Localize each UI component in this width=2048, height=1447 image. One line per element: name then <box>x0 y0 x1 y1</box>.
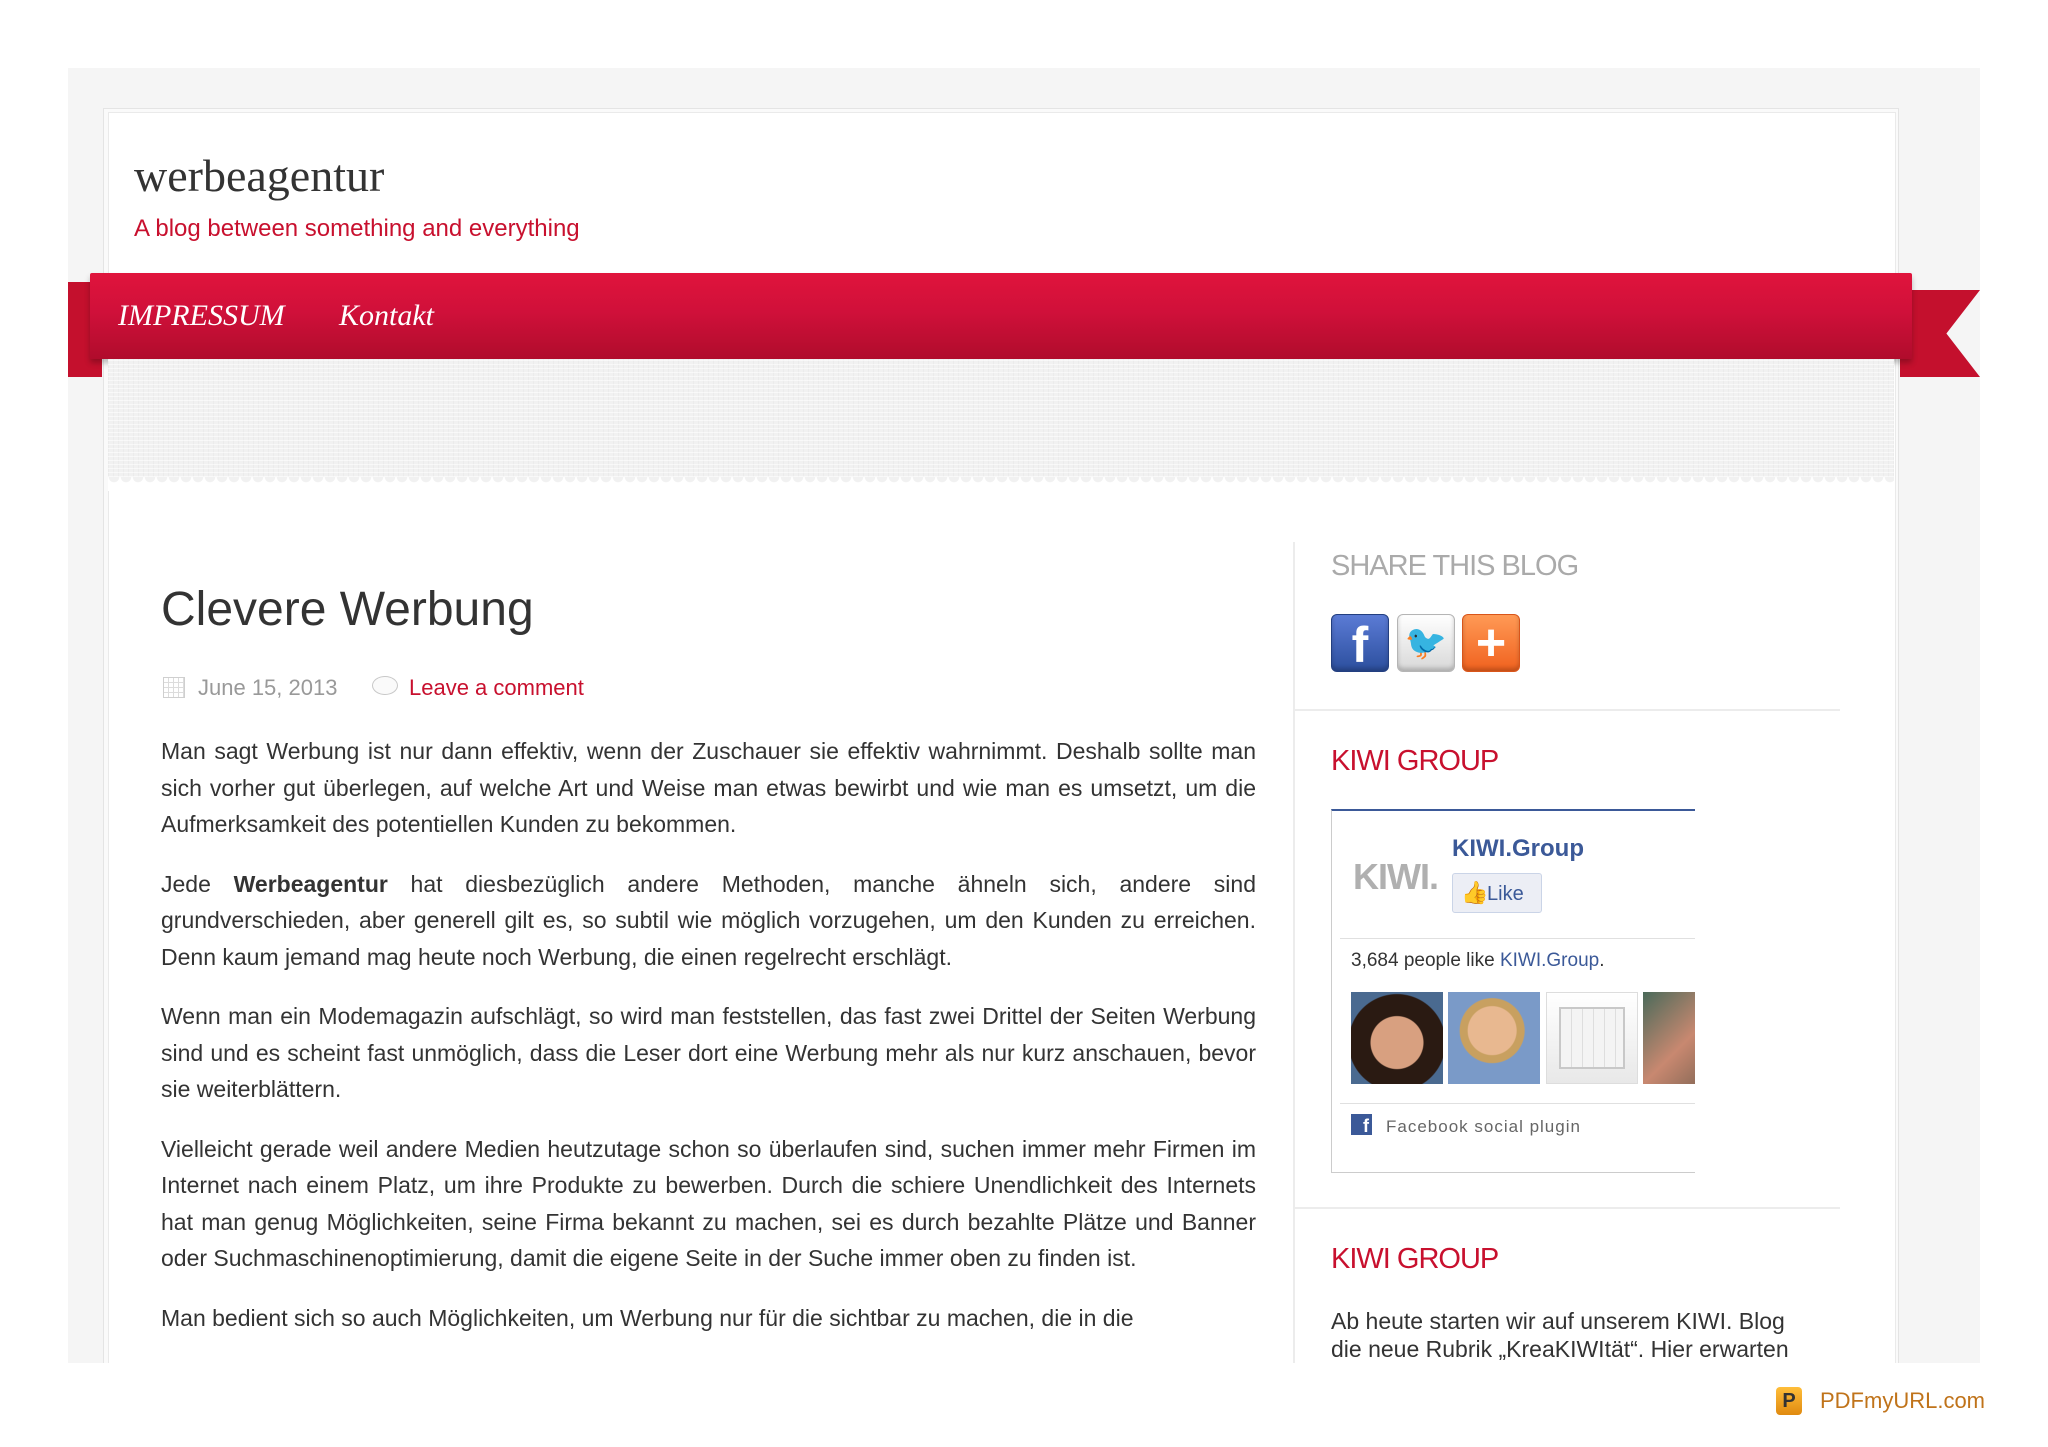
kiwi-text-line: Ab heute starten wir auf unserem KIWI. Blog <box>1331 1308 1785 1334</box>
widget-separator <box>1295 1207 1840 1209</box>
facebook-share-button[interactable] <box>1331 614 1389 672</box>
garage-door-image <box>1559 1007 1625 1069</box>
facebook-icon: f <box>1351 617 1369 673</box>
nav-item-impressum[interactable]: IMPRESSUM <box>118 299 285 332</box>
fb-page-name-link[interactable]: KIWI.Group <box>1452 835 1584 862</box>
comment-icon <box>372 676 398 695</box>
kiwi-group-text <box>1331 1307 1831 1363</box>
pdfmyurl-link[interactable]: PDFmyURL.com <box>1820 1388 1986 1413</box>
keyword-werbeagentur: Werbeagentur <box>233 870 388 897</box>
pdfmyurl-logo-icon[interactable]: P <box>1776 1387 1802 1415</box>
post-date: June 15, 2013 <box>198 675 338 700</box>
fb-likes-period: . <box>1599 950 1605 971</box>
post-paragraph <box>161 866 1256 976</box>
post-title[interactable]: Clevere Werbung <box>161 583 534 636</box>
twitter-icon: 🐦 <box>1404 624 1448 662</box>
kiwi-text-line: die neue Rubrik „KreaKIWItät“. Hier erwarten <box>1331 1336 1789 1362</box>
fan-avatar[interactable] <box>1546 992 1638 1084</box>
fan-avatar[interactable] <box>1643 992 1695 1084</box>
share-widget-title: SHARE THIS BLOG <box>1331 550 1579 582</box>
post-paragraph: Vielleicht gerade weil andere Medien heutzutage schon so überlaufen sind, suchen immer mehr Firmen im Internet nach einem Platz, um ihre Produkte zu bewerben. Durch die schiere Unendlichkeit des Internets hat man genug Möglichkeiten, seine Firma bekannt zu machen, sei es durch bezahlte Plätze und Banner oder Suchmaschinenoptimierung, damit die eigene Seite in der Suche immer oben zu finden ist. <box>161 1135 1256 1271</box>
thumbs-up-icon: 👍 <box>1461 880 1489 905</box>
more-share-button[interactable] <box>1462 614 1520 672</box>
paragraph-lead: Jede <box>161 870 234 897</box>
kiwi-group-widget-title: KIWI GROUP <box>1331 745 1499 777</box>
facebook-like-box <box>1331 809 1695 1173</box>
fb-like-label: Like <box>1487 883 1524 905</box>
fb-divider <box>1340 1103 1695 1104</box>
linen-header-band <box>108 359 1894 489</box>
post-paragraph: Wenn man ein Modemagazin aufschlägt, so wird man feststellen, das fast zwei Drittel der Seiten Werbung sind und es scheint fast unmöglich, dass die Leser dort eine Werbung mehr als nur kurz anschauen, bevor sie weiterblättern. <box>161 1003 1256 1102</box>
kiwi-logo[interactable]: KIWI. <box>1353 856 1438 897</box>
twitter-share-button[interactable] <box>1397 614 1455 672</box>
paragraph-rest: hat diesbezüglich andere Methoden, manche ähneln sich, andere sind grundverschieden, aber generell gilt es, so subtil wie möglich vorzugehen, um den Kunden zu erreichen. Denn kaum jemand mag heute noch Werbung, die einen regelrecht erschlägt. <box>161 870 1257 970</box>
fb-social-plugin-link[interactable]: Facebook social plugin <box>1386 1117 1581 1136</box>
post-content <box>161 733 1256 1359</box>
fan-avatar[interactable] <box>1351 992 1443 1084</box>
fan-avatar[interactable] <box>1448 992 1540 1084</box>
post-paragraph: Man sagt Werbung ist nur dann effektiv, wenn der Zuschauer sie effektiv wahrnimmt. Deshalb sollte man sich vorher gut überlegen, auf welche Art und Weise man etwas bewirbt und wie man es umsetzt, um die Aufmerksamkeit des potentiellen Kunden zu bekommen. <box>161 738 1256 837</box>
post-paragraph: Man bedient sich so auch Möglichkeiten, um Werbung nur für die sichtbar zu machen, die in die <box>161 1304 1134 1331</box>
site-tagline: A blog between something and everything <box>134 215 580 242</box>
scallop-border <box>108 477 1894 491</box>
widget-separator <box>1295 709 1840 711</box>
facebook-icon: f <box>1351 1114 1372 1135</box>
calendar-icon <box>163 677 185 698</box>
nav-item-kontakt[interactable]: Kontakt <box>339 299 434 332</box>
plus-icon: + <box>1475 614 1507 672</box>
sidebar-divider <box>1293 542 1295 1363</box>
page-bottom-margin <box>68 1363 1980 1447</box>
fb-like-button[interactable] <box>1452 873 1542 913</box>
fb-likes-page-link[interactable]: KIWI.Group <box>1499 950 1600 971</box>
leave-comment-link[interactable]: Leave a comment <box>409 675 584 700</box>
fb-likes-prefix: 3,684 people like <box>1351 950 1500 971</box>
kiwi-group-widget-title: KIWI GROUP <box>1331 1243 1499 1275</box>
fb-likes-count <box>1351 948 1604 974</box>
site-title[interactable]: werbeagentur <box>134 150 385 201</box>
fb-divider <box>1340 938 1695 939</box>
